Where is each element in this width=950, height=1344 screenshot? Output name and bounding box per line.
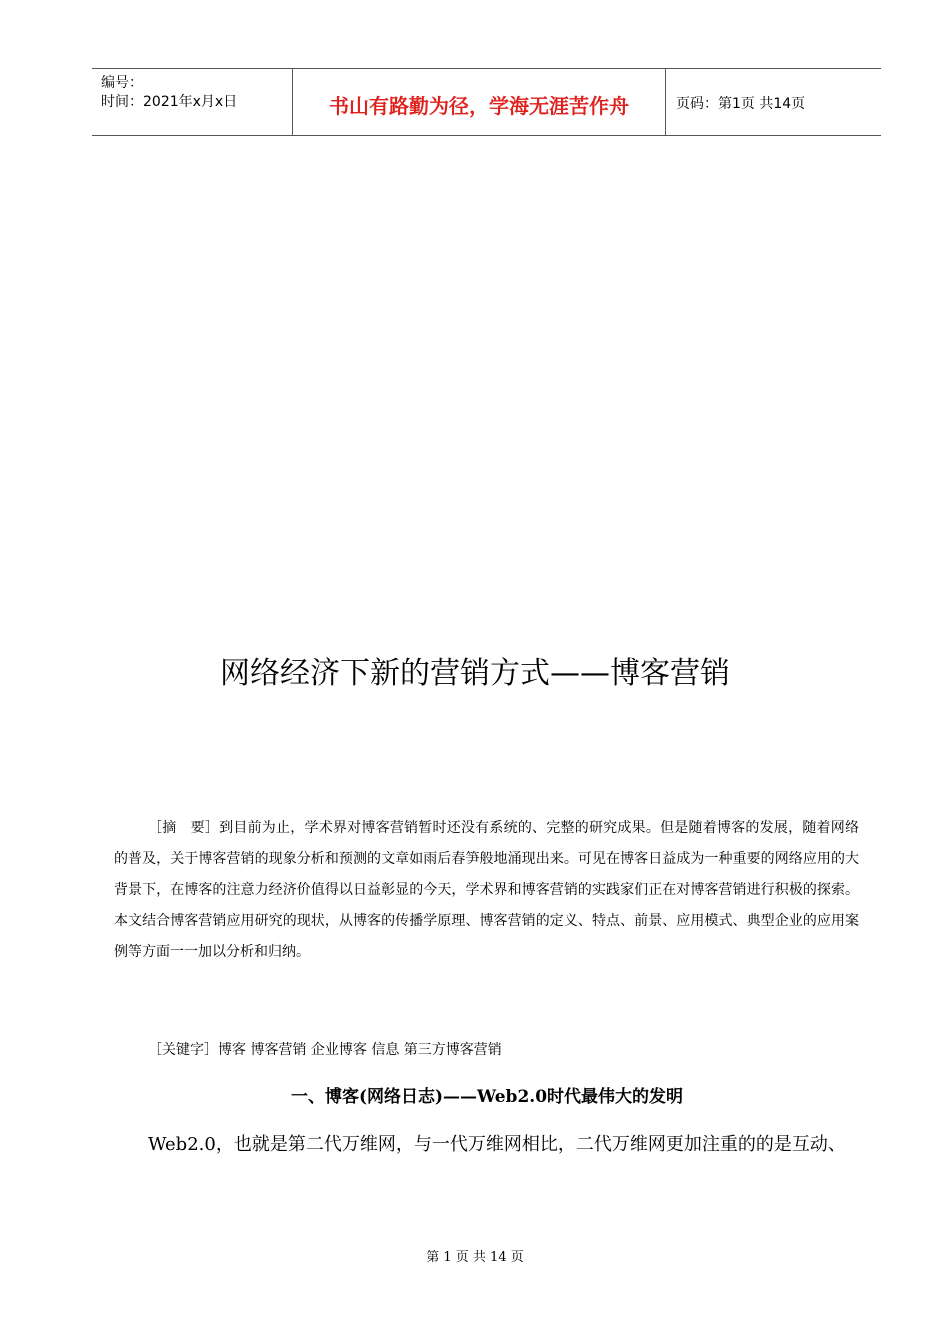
page-footer: 第 1 页 共 14 页 (426, 1250, 524, 1265)
header-motto-cell (293, 69, 666, 135)
doc-time: 时间：2021年x月x日 (101, 94, 238, 110)
header-info-cell (92, 69, 293, 135)
page-header (92, 68, 881, 136)
abstract (114, 813, 859, 968)
abstract-text: 到目前为止，学术界对博客营销暂时还没有系统的、完整的研究成果。但是随着博客的发展，随着网络的普及，关于博客营销的现象分析和预测的文章如雨后春笋般地涌现出来。可见在博客日益成为一种重要的网络应用的大背景下，在博客的注意力经济价值得以日益彰显的今天，学术界和博客营销的实践家们正在对博客营销进行积极的探索。本文结合博客营销应用研究的现状，从博客的传播学原理、博客营销的定义、特点、前景、应用模式、典型企业的应用案例等方面一一加以分析和归纳。 (114, 820, 859, 960)
keywords-text: 博客 博客营销 企业博客 信息 第三方博客营销 (218, 1042, 502, 1058)
doc-number: 编号： (101, 75, 143, 91)
keywords-label: ［关键字］ (148, 1042, 218, 1058)
page-info: 页码：第1页 共14页 (676, 96, 806, 112)
header-page-cell (666, 69, 881, 135)
document-title: 网络经济下新的营销方式——博客营销 (220, 656, 730, 691)
body-paragraph: Web2.0，也就是第二代万维网，与一代万维网相比，二代万维网更加注重的的是互动、 (148, 1134, 846, 1155)
abstract-label: ［摘 要］ (148, 820, 220, 836)
motto: 书山有路勤为径，学海无涯苦作舟 (329, 94, 629, 118)
keywords (148, 1035, 502, 1066)
section-title: 一、博客(网络日志)——Web2.0时代最伟大的发明 (290, 1087, 684, 1107)
